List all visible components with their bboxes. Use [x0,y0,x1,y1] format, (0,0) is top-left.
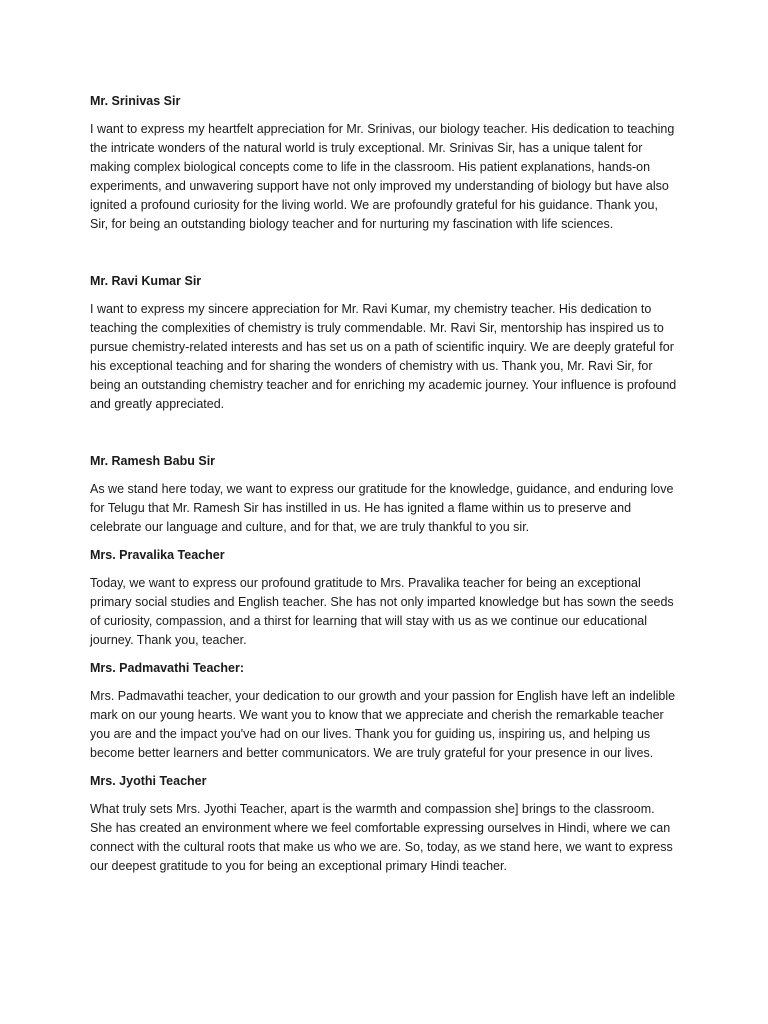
section-jyothi [90,772,678,876]
section-padmavathi [90,659,678,763]
section-ramesh-babu [90,452,678,537]
section-paragraph: What truly sets Mrs. Jyothi Teacher, apart is the warmth and compassion she] brings to the classroom. She has created an environment where we feel comfortable expressing ourselves in Hindi, where we can connect with the cultural roots that make us who we are. So, today, as we stand here, we want to express our deepest gratitude to you for being an exceptional primary Hindi teacher. [90,802,673,873]
section-heading: Mrs. Jyothi Teacher [90,774,207,788]
section-heading: Mr. Ravi Kumar Sir [90,274,202,288]
section-paragraph: Mrs. Padmavathi teacher, your dedication to our growth and your passion for English have left an indelible mark on our young hearts. We want you to know that we appreciate and cherish the remarkable teacher you are and the impact you've had on our lives. Thank you for guiding us, inspiring us, and helping us become better learners and better communicators. We are truly grateful for your presence in our lives. [90,689,676,760]
section-paragraph: I want to express my sincere appreciation for Mr. Ravi Kumar, my chemistry teacher. His dedication to teaching the complexities of chemistry is truly commendable. Mr. Ravi Sir, mentorship has inspired us to pursue chemistry-related interests and has set us on a path of scientific inquiry. We are deeply grateful for his exceptional teaching and for sharing the wonders of chemistry with us. Thank you, Mr. Ravi Sir, for being an outstanding chemistry teacher and for enriching my academic journey. Your influence is profound and greatly appreciated. [90,302,677,411]
section-srinivas [90,92,678,234]
section-pravalika [90,546,678,650]
section-paragraph: As we stand here today, we want to express our gratitude for the knowledge, guidance, and enduring love for Telugu that Mr. Ramesh Sir has instilled in us. He has ignited a flame within us to preserve and celebrate our language and culture, and for that, we are truly thankful to you sir. [90,482,674,534]
document-page [90,92,678,876]
section-heading: Mr. Srinivas Sir [90,94,181,108]
section-heading: Mrs. Pravalika Teacher [90,548,225,562]
section-paragraph: Today, we want to express our profound gratitude to Mrs. Pravalika teacher for being an exceptional primary social studies and English teacher. She has not only imparted knowledge but has sown the seeds of curiosity, compassion, and a thirst for learning that will stay with us as we continue our educational journey. Thank you, teacher. [90,576,674,647]
section-paragraph: I want to express my heartfelt appreciation for Mr. Srinivas, our biology teacher. His dedication to teaching the intricate wonders of the natural world is truly exceptional. Mr. Srinivas Sir, has a unique talent for making complex biological concepts come to life in the classroom. His patient explanations, hands-on experiments, and unwavering support have not only improved my understanding of biology but have also ignited a profound curiosity for the living world. We are profoundly grateful for his guidance. Thank you, Sir, for being an outstanding biology teacher and for nurturing my fascination with life sciences. [90,122,675,231]
section-heading: Mr. Ramesh Babu Sir [90,454,216,468]
section-heading: Mrs. Padmavathi Teacher: [90,661,244,675]
section-ravi-kumar [90,272,678,414]
